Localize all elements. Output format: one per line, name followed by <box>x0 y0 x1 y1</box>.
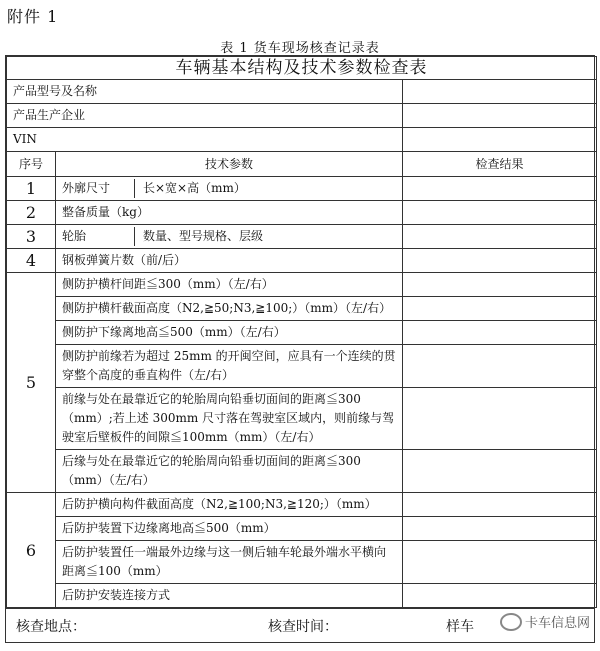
group6-item: 后防护装置下边缘离地高≦500（mm） <box>56 517 403 541</box>
inspection-sheet <box>5 55 595 609</box>
row-param <box>56 177 403 201</box>
row-result[interactable] <box>403 225 597 249</box>
row-result[interactable] <box>403 450 597 493</box>
table-caption: 表 1 货车现场核查记录表 <box>220 41 380 56</box>
group6-item: 后防护装置任一端最外边缘与这一侧后轴车轮最外端水平横向距离≦100（mm） <box>56 541 403 584</box>
group5-item: 后缘与处在最靠近它的轮胎周向铅垂切面间的距离≦300（mm）（左/右） <box>56 450 403 493</box>
group6-item: 后防护安装连接方式 <box>56 584 403 608</box>
attachment-label: 附件 1 <box>7 7 59 26</box>
inspection-table <box>6 56 597 608</box>
row-index: 1 <box>7 177 56 201</box>
row-result[interactable] <box>403 201 597 225</box>
watermark <box>500 612 590 631</box>
info-label-model: 产品型号及名称 <box>7 80 403 104</box>
row-result[interactable] <box>403 177 597 201</box>
footer-place: 核查地点： <box>16 619 86 635</box>
group5-item: 侧防护横杆间距≦300（mm）（左/右） <box>56 273 403 297</box>
watermark-text: 卡车信息网 <box>524 616 590 631</box>
row-result[interactable] <box>403 297 597 321</box>
row-result[interactable] <box>403 321 597 345</box>
group5-item: 侧防护前缘若为超过 25mm 的开闽空间，应具有一个连续的贯穿整个高度的垂直构件（左/右） <box>56 345 403 388</box>
info-value-vin[interactable] <box>403 128 597 152</box>
group5-item: 前缘与处在最靠近它的轮胎周向铅垂切面间的距离≦300（mm）;若上述 300mm 尺寸落在驾驶室区域内，则前缘与驾驶室后壁板件的间隙≦100mm（mm）（左/右） <box>56 388 403 450</box>
header-index: 序号 <box>7 152 56 177</box>
info-label-vin: VIN <box>7 128 403 152</box>
row-param: 整备质量（kg） <box>56 201 403 225</box>
info-value-manufacturer[interactable] <box>403 104 597 128</box>
group-index-5: 5 <box>7 273 56 493</box>
group5-item: 侧防护横杆截面高度（N2,≧50;N3,≧100;）（mm）（左/右） <box>56 297 403 321</box>
group6-item: 后防护横向构件截面高度（N2,≧100;N3,≧120;）（mm） <box>56 493 403 517</box>
param-value: 长×宽×高（mm） <box>143 181 246 195</box>
info-value-model[interactable] <box>403 80 597 104</box>
info-label-manufacturer: 产品生产企业 <box>7 104 403 128</box>
header-result: 检查结果 <box>403 152 597 177</box>
row-result[interactable] <box>403 388 597 450</box>
row-result[interactable] <box>403 273 597 297</box>
row-result[interactable] <box>403 517 597 541</box>
row-index: 2 <box>7 201 56 225</box>
chat-bubble-icon <box>500 613 522 631</box>
footer-time: 核查时间： <box>268 619 338 635</box>
footer-sample: 样车 <box>446 619 474 635</box>
row-result[interactable] <box>403 541 597 584</box>
row-param: 钢板弹簧片数（前/后） <box>56 249 403 273</box>
group5-item: 侧防护下缘离地高≦500（mm）（左/右） <box>56 321 403 345</box>
row-result[interactable] <box>403 345 597 388</box>
row-result[interactable] <box>403 249 597 273</box>
param-value: 数量、型号规格、层级 <box>143 229 264 243</box>
param-key: 轮胎 <box>62 227 135 246</box>
header-params: 技术参数 <box>56 152 403 177</box>
row-result[interactable] <box>403 493 597 517</box>
row-param <box>56 225 403 249</box>
group-index-6: 6 <box>7 493 56 608</box>
row-index: 3 <box>7 225 56 249</box>
param-key: 外廓尺寸 <box>62 179 135 198</box>
row-index: 4 <box>7 249 56 273</box>
sheet-title: 车辆基本结构及技术参数检查表 <box>7 57 597 80</box>
row-result[interactable] <box>403 584 597 608</box>
